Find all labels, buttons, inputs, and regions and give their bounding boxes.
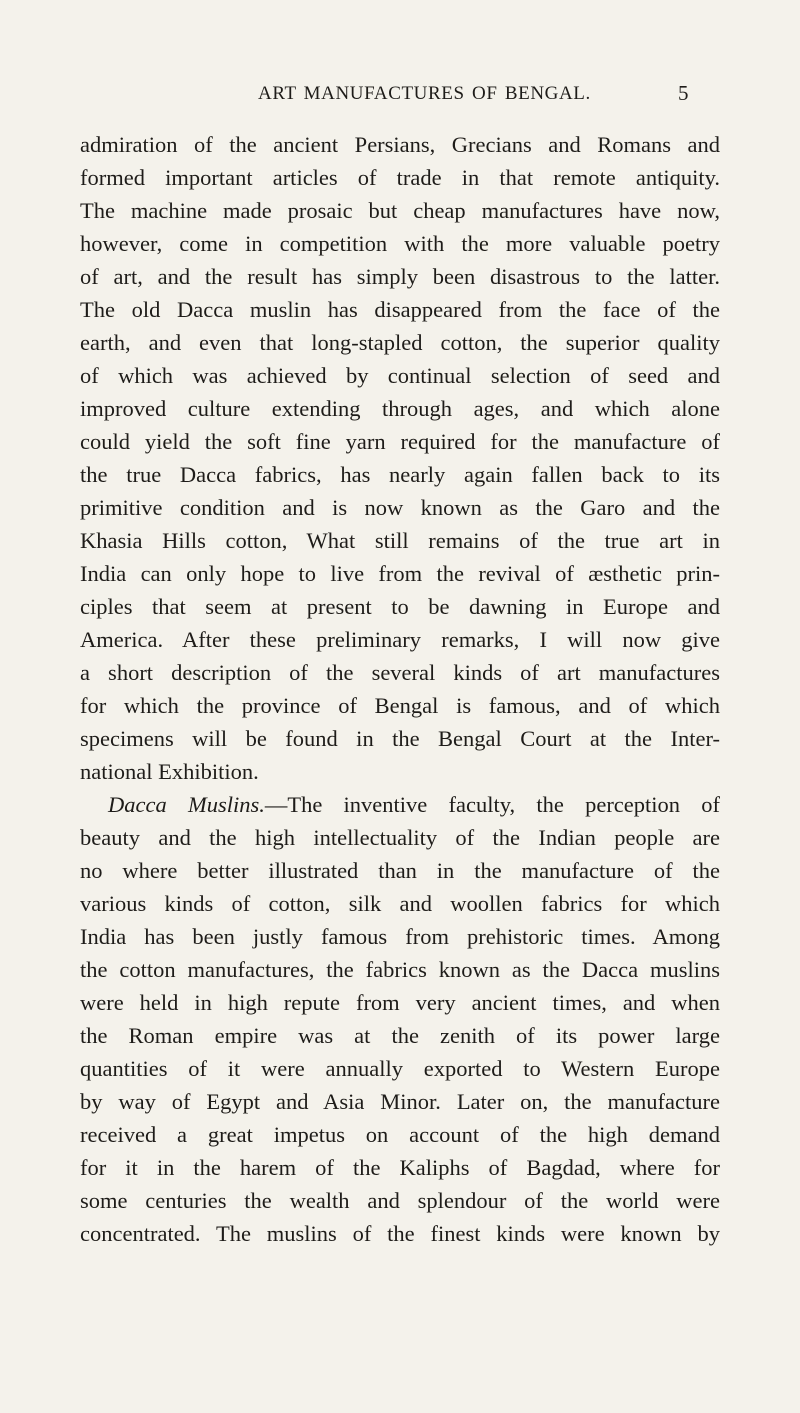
text-line: received a great impetus on account of the high demand [80, 1122, 720, 1147]
text-line: by way of Egypt and Asia Minor. Later on, the manufacture [80, 1089, 720, 1114]
text-line: were held in high repute from very ancient times, and when [80, 990, 720, 1015]
text-line: admiration of the ancient Persians, Grecians and Romans and [80, 132, 720, 157]
text-line: quantities of it were annually exported to Western Europe [80, 1056, 720, 1081]
text-line: beauty and the high intellectuality of the Indian people are [80, 825, 720, 850]
text-line: for it in the harem of the Kaliphs of Bagdad, where for [80, 1155, 720, 1180]
text-line: The old Dacca muslin has disappeared from the face of the [80, 297, 720, 322]
text-line: concentrated. The muslins of the finest kinds were known by [80, 1221, 720, 1246]
text-line: of art, and the result has simply been disastrous to the latter. [80, 264, 720, 289]
heading-line-text: —The inventive faculty, the perception of [264, 792, 720, 817]
body-text [80, 128, 720, 1250]
text-line: earth, and even that long-stapled cotton, the superior quality [80, 330, 720, 355]
text-line: the Roman empire was at the zenith of its power large [80, 1023, 720, 1048]
page-number: 5 [678, 81, 689, 105]
text-line: America. After these preliminary remarks, I will now give [80, 627, 720, 652]
text-line: various kinds of cotton, silk and woollen fabrics for which [80, 891, 720, 916]
text-line: Khasia Hills cotton, What still remains of the true art in [80, 528, 720, 553]
running-title: ART MANUFACTURES OF BENGAL. [258, 83, 591, 104]
running-head [0, 83, 800, 113]
text-line: a short description of the several kinds of art manufactures [80, 660, 720, 685]
text-line: some centuries the wealth and splendour of the world were [80, 1188, 720, 1213]
text-line: national Exhibition. [80, 759, 259, 784]
text-line: The machine made prosaic but cheap manufactures have now, [80, 198, 720, 223]
text-line: primitive condition and is now known as the Garo and the [80, 495, 720, 520]
text-line: the true Dacca fabrics, has nearly again fallen back to its [80, 462, 720, 487]
text-line: no where better illustrated than in the manufacture of the [80, 858, 720, 883]
text-line: ciples that seem at present to be dawning in Europe and [80, 594, 720, 619]
text-line: India can only hope to live from the revival of æsthetic prin- [80, 561, 720, 586]
text-line: however, come in competition with the more valuable poetry [80, 231, 720, 256]
text-line: specimens will be found in the Bengal Court at the Inter- [80, 726, 720, 751]
text-line: the cotton manufactures, the fabrics known as the Dacca muslins [80, 957, 720, 982]
text-line: could yield the soft fine yarn required for the manufacture of [80, 429, 720, 454]
section-heading: Dacca Muslins. [108, 792, 265, 817]
text-line: improved culture extending through ages, and which alone [80, 396, 720, 421]
text-line: of which was achieved by continual selection of seed and [80, 363, 720, 388]
text-line: for which the province of Bengal is famous, and of which [80, 693, 720, 718]
text-line: formed important articles of trade in that remote antiquity. [80, 165, 720, 190]
text-line: India has been justly famous from prehistoric times. Among [80, 924, 720, 949]
section-heading-line [80, 788, 720, 821]
